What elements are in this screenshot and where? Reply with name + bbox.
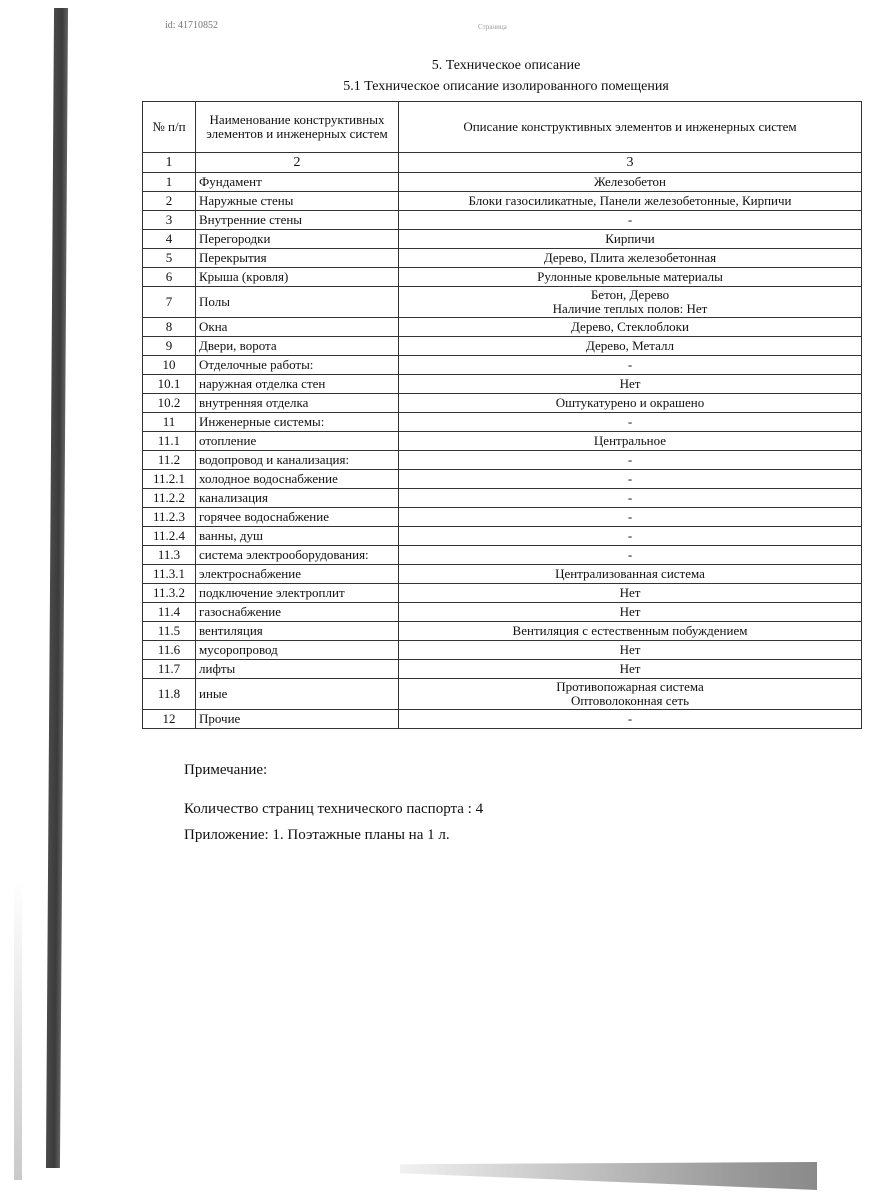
table-row [143, 413, 862, 432]
row-number: 11.2.2 [143, 489, 196, 508]
attachment-note: Приложение: 1. Поэтажные планы на 1 л. [184, 827, 450, 843]
row-description [399, 603, 862, 622]
row-element-name: горячее водоснабжение [196, 508, 399, 527]
row-element-name: вентиляция [196, 622, 399, 641]
row-element-name: Прочие [196, 710, 399, 729]
row-element-name: лифты [196, 660, 399, 679]
column-numbers-row [143, 153, 862, 173]
table-row [143, 287, 862, 318]
table-header-row [143, 102, 862, 153]
row-number: 8 [143, 318, 196, 337]
row-element-name: канализация [196, 489, 399, 508]
table-row [143, 679, 862, 710]
row-number: 5 [143, 249, 196, 268]
row-number: 4 [143, 230, 196, 249]
remark-label: Примечание: [184, 762, 268, 778]
header-number: № п/п [143, 102, 196, 153]
row-element-name: Крыша (кровля) [196, 268, 399, 287]
description-line-2: Наличие теплых полов: Нет [552, 301, 708, 316]
description-line: Оштукатурено и окрашено [555, 395, 705, 410]
description-line: - [627, 509, 633, 524]
row-number: 11.2 [143, 451, 196, 470]
description-line: Централизованная система [555, 566, 705, 581]
row-element-name: внутренняя отделка [196, 394, 399, 413]
description-line: Нет [619, 642, 641, 657]
row-description [399, 268, 862, 287]
table-row [143, 622, 862, 641]
row-element-name: мусоропровод [196, 641, 399, 660]
row-element-name: Перегородки [196, 230, 399, 249]
row-description [399, 192, 862, 211]
description-line: Нет [619, 661, 641, 676]
description-line: - [627, 490, 633, 505]
row-description [399, 375, 862, 394]
row-number: 11.3 [143, 546, 196, 565]
row-description [399, 287, 862, 318]
row-number: 11.3.1 [143, 565, 196, 584]
table-row [143, 527, 862, 546]
row-element-name: электроснабжение [196, 565, 399, 584]
table-row [143, 710, 862, 729]
column-number-1: 1 [143, 153, 196, 173]
description-line: Дерево, Стеклоблоки [571, 319, 689, 334]
row-description [399, 356, 862, 375]
table-row [143, 394, 862, 413]
row-description [399, 679, 862, 710]
row-number: 11.5 [143, 622, 196, 641]
row-number: 11.7 [143, 660, 196, 679]
row-number: 2 [143, 192, 196, 211]
header-element-name: Наименование конструктивных элементов и инженерных систем [196, 102, 399, 153]
table-row [143, 489, 862, 508]
table-row [143, 173, 862, 192]
row-description [399, 710, 862, 729]
row-number: 11.2.3 [143, 508, 196, 527]
description-line: Кирпичи [605, 231, 655, 246]
row-element-name: газоснабжение [196, 603, 399, 622]
row-description [399, 249, 862, 268]
row-number: 11.4 [143, 603, 196, 622]
row-element-name: ванны, душ [196, 527, 399, 546]
row-description [399, 432, 862, 451]
row-description [399, 337, 862, 356]
table-row [143, 451, 862, 470]
row-element-name: отопление [196, 432, 399, 451]
row-element-name: холодное водоснабжение [196, 470, 399, 489]
table-row [143, 432, 862, 451]
table-row [143, 565, 862, 584]
row-description [399, 394, 862, 413]
row-description [399, 641, 862, 660]
table-row [143, 470, 862, 489]
table-row [143, 660, 862, 679]
row-element-name: Полы [196, 287, 399, 318]
row-description [399, 622, 862, 641]
column-number-2: 2 [196, 153, 399, 173]
row-number: 12 [143, 710, 196, 729]
table-row [143, 192, 862, 211]
row-description [399, 318, 862, 337]
table-row [143, 211, 862, 230]
row-number: 6 [143, 268, 196, 287]
scan-edge-shadow-faint [14, 880, 22, 1180]
description-line: Бетон, Дерево [590, 287, 670, 302]
row-element-name: Окна [196, 318, 399, 337]
description-line-2: Оптоволоконная сеть [570, 693, 690, 708]
row-element-name: подключение электроплит [196, 584, 399, 603]
table-row [143, 508, 862, 527]
row-number: 10.1 [143, 375, 196, 394]
description-line: - [627, 528, 633, 543]
row-element-name: Фундамент [196, 173, 399, 192]
section-title: 5. Техническое описание [431, 58, 581, 73]
row-description [399, 413, 862, 432]
table-row [143, 641, 862, 660]
technical-description-table [142, 101, 862, 729]
description-line: - [627, 711, 633, 726]
table-row [143, 375, 862, 394]
description-line: Нет [619, 604, 641, 619]
description-line: Вентиляция с естественным побуждением [512, 623, 748, 638]
row-number: 7 [143, 287, 196, 318]
row-description [399, 508, 862, 527]
row-number: 11.3.2 [143, 584, 196, 603]
row-description [399, 565, 862, 584]
table-row [143, 249, 862, 268]
row-element-name: Внутренние стены [196, 211, 399, 230]
table-row [143, 268, 862, 287]
row-description [399, 660, 862, 679]
table-row [143, 603, 862, 622]
row-element-name: наружная отделка стен [196, 375, 399, 394]
row-description [399, 230, 862, 249]
description-line: - [627, 547, 633, 562]
row-number: 11.8 [143, 679, 196, 710]
row-description [399, 546, 862, 565]
table-row [143, 318, 862, 337]
description-line: Нет [619, 376, 641, 391]
row-element-name: Перекрытия [196, 249, 399, 268]
row-number: 11.6 [143, 641, 196, 660]
pages-count: Количество страниц технического паспорта : 4 [184, 801, 484, 817]
row-number: 11.1 [143, 432, 196, 451]
row-element-name: Отделочные работы: [196, 356, 399, 375]
document-id: id: 41710852 [165, 20, 219, 31]
table-row [143, 337, 862, 356]
description-line: - [627, 471, 633, 486]
row-number: 11 [143, 413, 196, 432]
row-element-name: Двери, ворота [196, 337, 399, 356]
description-line: - [627, 357, 633, 372]
row-number: 9 [143, 337, 196, 356]
row-number: 11.2.1 [143, 470, 196, 489]
row-element-name: Инженерные системы: [196, 413, 399, 432]
description-line: Центральное [593, 433, 667, 448]
description-line: Дерево, Плита железобетонная [543, 250, 717, 265]
description-line: Рулонные кровельные материалы [537, 269, 723, 284]
row-element-name: водопровод и канализация: [196, 451, 399, 470]
row-number: 11.2.4 [143, 527, 196, 546]
column-number-3: 3 [399, 153, 862, 173]
table-row [143, 230, 862, 249]
row-description [399, 470, 862, 489]
row-element-name: Наружные стены [196, 192, 399, 211]
page-mark: Страница [478, 23, 507, 31]
row-number: 1 [143, 173, 196, 192]
row-description [399, 211, 862, 230]
header-description: Описание конструктивных элементов и инженерных систем [399, 102, 862, 153]
row-description [399, 489, 862, 508]
description-line: - [627, 452, 633, 467]
description-line: - [627, 212, 633, 227]
description-line: Блоки газосиликатные, Панели железобетонные, Кирпичи [468, 193, 792, 208]
row-number: 10.2 [143, 394, 196, 413]
row-element-name: система электрооборудования: [196, 546, 399, 565]
subsection-title: 5.1 Техническое описание изолированного помещения [343, 79, 669, 94]
description-line: - [627, 414, 633, 429]
row-description [399, 584, 862, 603]
row-description [399, 451, 862, 470]
table-row [143, 584, 862, 603]
row-number: 10 [143, 356, 196, 375]
row-number: 3 [143, 211, 196, 230]
scan-bottom-shadow [400, 1162, 817, 1190]
row-description [399, 527, 862, 546]
description-line: Дерево, Металл [586, 338, 674, 353]
table-row [143, 356, 862, 375]
row-description [399, 173, 862, 192]
table-row [143, 546, 862, 565]
description-line: Железобетон [594, 174, 666, 189]
description-line: Противопожарная система [556, 679, 704, 694]
description-line: Нет [619, 585, 641, 600]
row-element-name: иные [196, 679, 399, 710]
scan-edge-shadow [46, 8, 68, 1168]
